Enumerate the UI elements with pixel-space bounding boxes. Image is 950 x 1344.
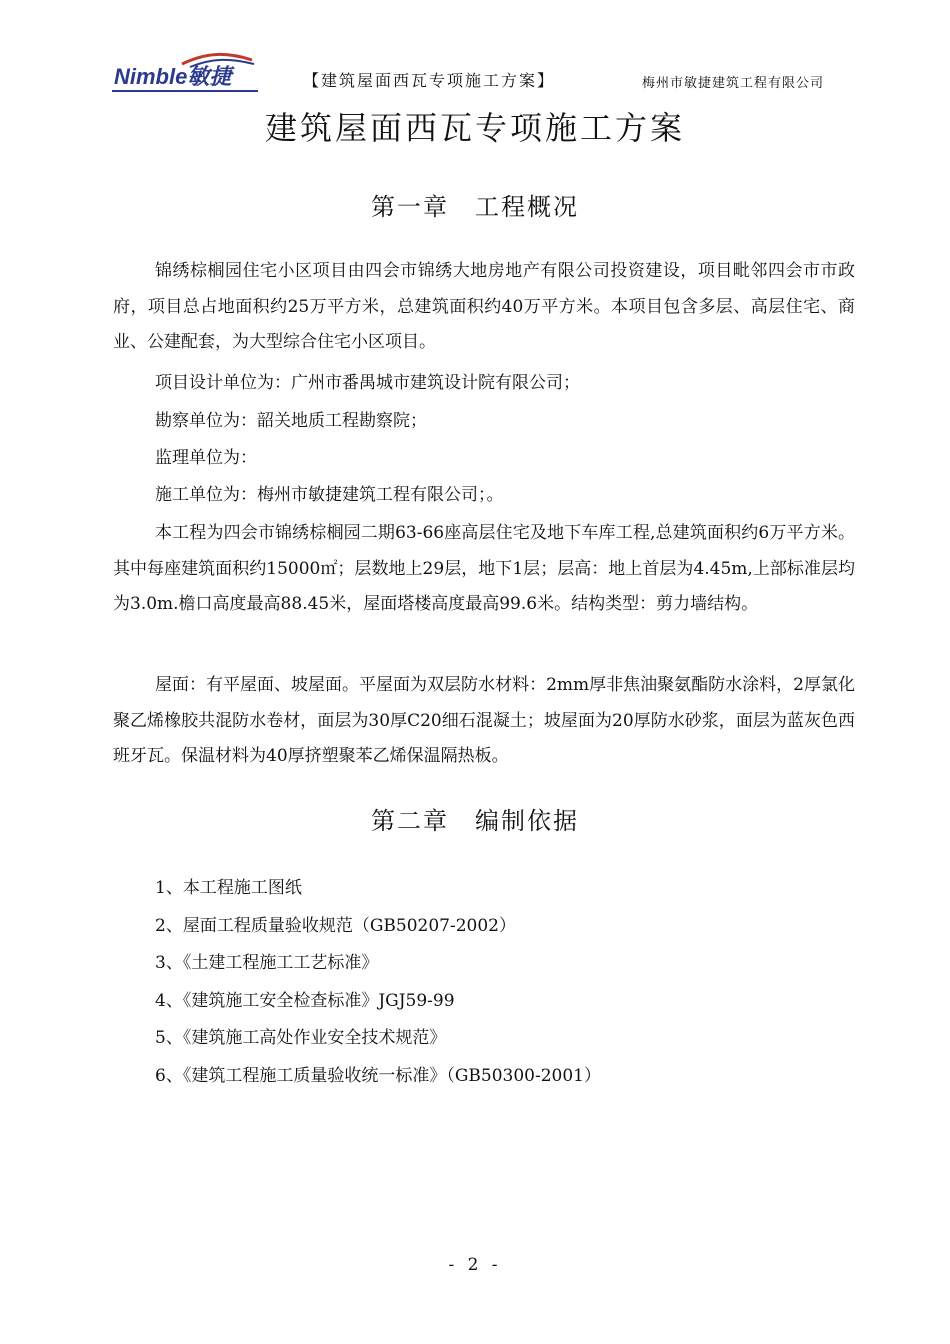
- page-number: - 2 -: [448, 1255, 502, 1275]
- survey-unit-line: 勘察单位为：韶关地质工程勘察院；: [155, 411, 427, 431]
- list-item: 1、本工程施工图纸: [155, 878, 302, 898]
- logo-wordmark: Nimble敏捷: [114, 64, 232, 89]
- nimble-logo-icon: [112, 50, 258, 90]
- construction-unit-line: 施工单位为：梅州市敏捷建筑工程有限公司；。: [155, 485, 504, 505]
- list-item: 4、《建筑施工安全检查标准》JGJ59-99: [155, 990, 455, 1011]
- project-description-paragraph: 本工程为四会市锦绣棕榈园二期63-66座高层住宅及地下车库工程,总建筑面积约6万平方米。其中每座建筑面积约15000㎡；层数地上29层，地下1层；层高：地上首层为4.45m,上部标准层均为3.0m.檐口高度最高88.45米，屋面塔楼高度最高99.6米。结构类型：剪力墙结构。: [113, 523, 855, 614]
- chapter-2-heading: 第二章 编制依据: [371, 807, 579, 835]
- chapter-1-heading: 第一章 工程概况: [371, 193, 579, 221]
- basis-list: [155, 870, 601, 1095]
- company-logo: [112, 50, 258, 92]
- header-doc-title: 【建筑屋面西瓦专项施工方案】: [303, 71, 556, 90]
- design-unit-line: 项目设计单位为：广州市番禺城市建筑设计院有限公司；: [155, 373, 580, 393]
- document-title: 建筑屋面西瓦专项施工方案: [264, 109, 685, 147]
- list-item: 5、《建筑施工高处作业安全技术规范》: [155, 1028, 447, 1048]
- list-item: 6、《建筑工程施工质量验收统一标准》（GB50300-2001）: [155, 1065, 601, 1086]
- header-company-name: 梅州市敏捷建筑工程有限公司: [642, 76, 825, 91]
- roof-description-paragraph: 屋面：有平屋面、坡屋面。平屋面为双层防水材料：2mm厚非焦油聚氨酯防水涂料，2厚氯化聚乙烯橡胶共混防水卷材，面层为30厚C20细石混凝土；坡屋面为20厚防水砂浆，面层为蓝灰色西班牙瓦。保温材料为40厚挤塑聚苯乙烯保温隔热板。: [113, 675, 855, 766]
- project-intro-paragraph: 锦绣棕榈园住宅小区项目由四会市锦绣大地房地产有限公司投资建设，项目毗邻四会市市政府，项目总占地面积约25万平方米，总建筑面积约40万平方米。本项目包含多层、高层住宅、商业、公建配套，为大型综合住宅小区项目。: [113, 261, 855, 352]
- list-item: 3、《土建工程施工工艺标准》: [155, 953, 379, 973]
- supervision-unit-line: 监理单位为：: [155, 448, 257, 468]
- list-item: 2、屋面工程质量验收规范（GB50207-2002）: [155, 915, 516, 936]
